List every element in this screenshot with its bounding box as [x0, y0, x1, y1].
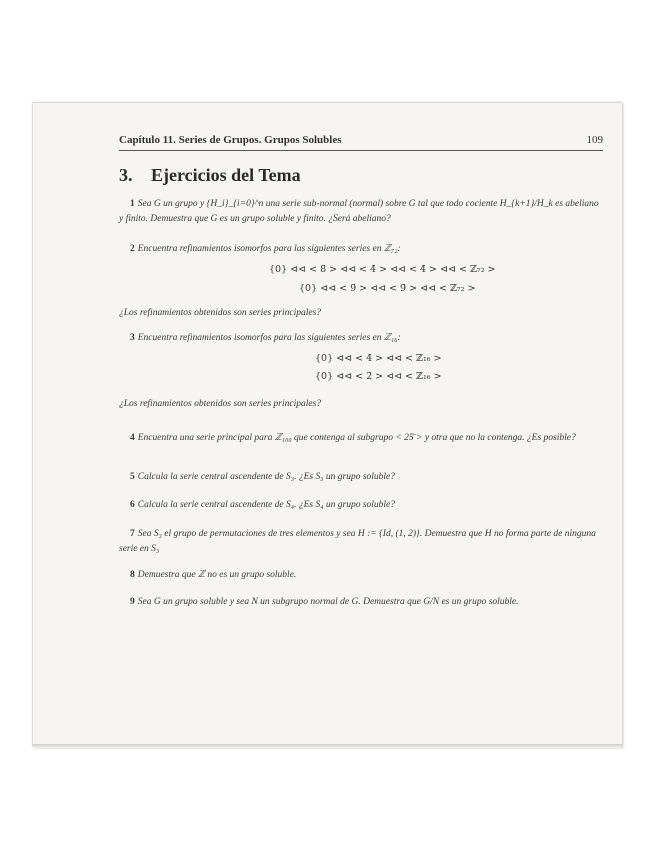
exercise-number: 3	[130, 333, 135, 343]
exercise-7	[119, 527, 603, 556]
exercise-4	[119, 431, 603, 446]
running-header	[119, 134, 603, 151]
question-after-ex3: ¿Los refinamientos obtenidos son series principales?	[119, 399, 322, 409]
exercise-text: Encuentra refinamientos isomorfos para las siguientes series en ℤ₇₂:	[137, 244, 401, 254]
chapter-title: Capítulo 11. Series de Grupos. Grupos Solubles	[119, 134, 342, 146]
formula-ex3-line1: {0} ⊲⊲ < 4̄ > ⊲⊲ < ℤ₁₆ >	[315, 353, 442, 364]
exercise-text: Encuentra refinamientos isomorfos para las siguientes series en ℤ₁₆:	[137, 333, 401, 343]
exercise-2	[119, 242, 603, 257]
exercise-3	[119, 331, 603, 346]
page-bottom-edge	[33, 744, 622, 748]
exercise-8	[119, 568, 603, 583]
exercise-text: Calcula la serie central ascendente de S₄. ¿Es S₄ un grupo soluble?	[137, 500, 396, 510]
question-after-ex2: ¿Los refinamientos obtenidos son series principales?	[119, 308, 322, 318]
section-heading	[119, 165, 301, 186]
formula-ex2-line2: {0} ⊲⊲ < 9̄ > ⊲⊲ < 9̄ > ⊲⊲ < ℤ₇₂ >	[299, 283, 476, 294]
section-number: 3.	[119, 165, 133, 185]
page-number: 109	[586, 134, 603, 146]
exercise-number: 8	[130, 570, 135, 580]
exercise-text: Demuestra que ℤ no es un grupo soluble.	[137, 570, 297, 580]
exercise-text: Encuentra una serie principal para ℤ₁₀₀ que contenga al subgrupo < 25̄ > y otra que no la contenga. ¿Es posible?	[137, 433, 576, 443]
exercise-9	[119, 595, 603, 610]
exercise-number: 6	[130, 500, 135, 510]
exercise-6	[119, 498, 603, 513]
exercise-text: Sea G un grupo soluble y sea N un subgrupo normal de G. Demuestra que G/N es un grupo soluble.	[137, 597, 519, 607]
exercise-text: Calcula la serie central ascendente de S₃. ¿Es S₃ un grupo soluble?	[137, 472, 396, 482]
exercise-number: 2	[130, 244, 135, 254]
formula-ex3-line2: {0} ⊲⊲ < 2̄ > ⊲⊲ < ℤ₁₆ >	[315, 371, 442, 382]
formula-ex2-line1: {0} ⊲⊲ < 8̄ > ⊲⊲ < 4̄ > ⊲⊲ < 4̄ > ⊲⊲ < ℤ₇₂ >	[269, 264, 496, 275]
exercise-number: 9	[130, 597, 135, 607]
exercise-number: 1	[130, 199, 135, 209]
exercise-number: 7	[130, 529, 135, 539]
exercise-number: 4	[130, 433, 135, 443]
book-page	[33, 102, 622, 747]
exercise-text: Sea G un grupo y {H_i}_{i=0}^n una serie sub-normal (normal) sobre G tal que todo cociente H_{k+1}/H_k es abeliano y finito. Demuestra que G es un grupo soluble y finito. ¿Será abeliano?	[119, 199, 599, 224]
exercise-text: Sea S₃ el grupo de permutaciones de tres elementos y sea H := {Id, (1, 2)}. Demuestra que H no forma parte de ninguna serie en S₃	[119, 529, 596, 554]
exercise-5	[119, 470, 603, 485]
exercise-number: 5	[130, 472, 135, 482]
section-title: Ejercicios del Tema	[151, 165, 301, 185]
exercise-1	[119, 197, 603, 226]
